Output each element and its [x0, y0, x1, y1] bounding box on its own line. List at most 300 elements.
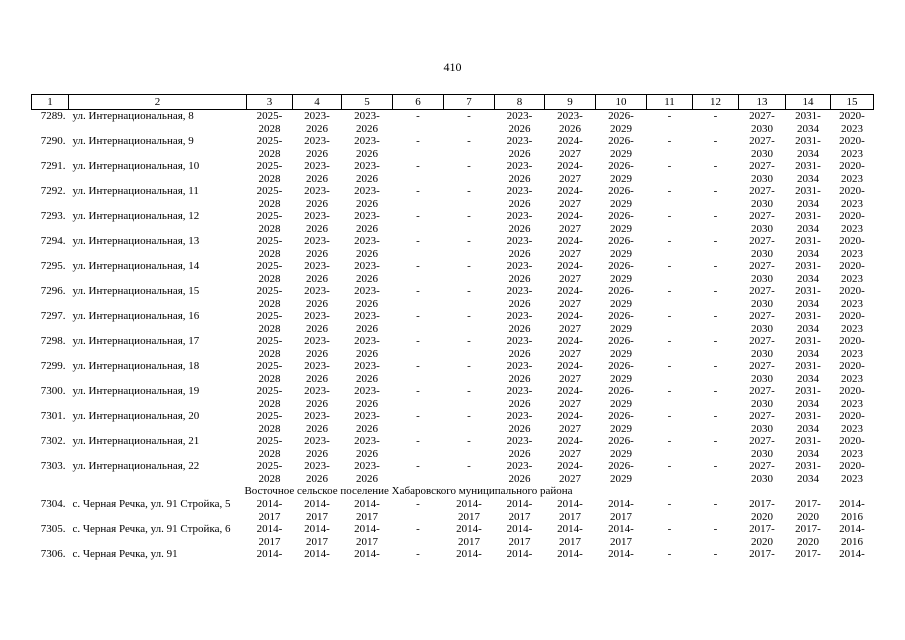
period-cell: 2020- 2023 [839, 135, 865, 160]
period-cell: - [467, 185, 471, 197]
period-cell: 2020- 2023 [839, 235, 865, 260]
period-cell: 2023- 2026 [354, 235, 380, 260]
period-cell: 2027- 2030 [749, 335, 775, 360]
period-cell: - [713, 523, 718, 535]
period-cell: 2020- 2023 [839, 360, 865, 385]
period-cell: - [713, 335, 718, 347]
period-cell: 2020- 2023 [839, 460, 865, 485]
period-cell: 2023- 2026 [304, 160, 330, 185]
period-cell: 2023- 2026 [506, 235, 533, 260]
period-cell: - [713, 498, 718, 510]
column-header-8: 8 [495, 95, 545, 110]
period-cell: 2031- 2034 [795, 185, 821, 210]
column-header-10: 10 [596, 95, 647, 110]
table-row [32, 523, 874, 548]
period-cell: 2027- 2030 [749, 135, 775, 160]
period-cell: - [416, 160, 420, 172]
period-cell: - [713, 548, 718, 560]
period-cell: 2026- 2029 [608, 160, 634, 185]
period-cell: 2023- 2026 [354, 285, 380, 310]
period-cell: 2027- 2030 [749, 210, 775, 235]
period-cell: - [416, 185, 420, 197]
period-cell: 2031- 2034 [795, 435, 821, 460]
period-cell: 2024- 2027 [557, 260, 583, 285]
period-cell: 2023- 2026 [304, 285, 330, 310]
period-cell: - [416, 110, 420, 122]
address-cell: ул. Интернациональная, 10 [72, 160, 200, 172]
period-cell: 2023- 2026 [354, 110, 380, 135]
header-row [32, 95, 874, 110]
address-cell: ул. Интернациональная, 17 [72, 335, 200, 347]
period-cell: - [467, 110, 471, 122]
period-cell: 2023- 2026 [304, 460, 330, 485]
period-cell: - [416, 260, 420, 272]
period-cell: 2027- 2030 [749, 410, 775, 435]
period-cell: 2031- 2034 [795, 335, 821, 360]
period-cell: 2024- 2027 [557, 410, 583, 435]
period-cell: - [713, 135, 718, 147]
period-cell: 2023- 2026 [304, 235, 330, 260]
period-cell: 2027- 2030 [749, 185, 775, 210]
period-cell: 2023- 2026 [304, 435, 330, 460]
period-cell: 2014- 2017 [557, 498, 583, 523]
period-cell: 2031- 2034 [795, 310, 821, 335]
period-cell: - [713, 160, 718, 172]
period-cell: 2024- 2027 [557, 460, 583, 485]
address-cell: с. Черная Речка, ул. 91 [72, 548, 178, 560]
period-cell: - [713, 285, 718, 297]
period-cell: 2023- 2026 [304, 385, 330, 410]
period-cell: - [467, 460, 471, 472]
row-number: 7305. [40, 523, 66, 535]
period-cell: - [667, 385, 672, 397]
period-cell: 2023- 2026 [354, 260, 380, 285]
address-cell: с. Черная Речка, ул. 91 Стройка, 6 [72, 523, 231, 535]
period-cell: 2014- [456, 548, 482, 560]
period-cell: 2017- 2020 [795, 498, 821, 523]
period-cell: - [713, 185, 718, 197]
row-number: 7289. [40, 110, 66, 122]
period-cell: 2020- 2023 [839, 210, 865, 235]
period-cell: - [467, 235, 471, 247]
column-header-13: 13 [739, 95, 786, 110]
period-cell: 2020- 2023 [839, 335, 865, 360]
period-cell: 2017- [795, 548, 821, 560]
period-cell: 2023- 2026 [506, 410, 533, 435]
period-cell: 2023- 2026 [304, 410, 330, 435]
period-cell: 2025- 2028 [256, 160, 283, 185]
period-cell: 2031- 2034 [795, 210, 821, 235]
table-row [32, 335, 874, 360]
period-cell: 2025- 2028 [256, 385, 283, 410]
period-cell: 2031- 2034 [795, 410, 821, 435]
period-cell: - [713, 210, 718, 222]
period-cell: - [713, 235, 718, 247]
period-cell: - [416, 310, 420, 322]
period-cell: 2026- 2029 [608, 460, 634, 485]
period-cell: - [713, 310, 718, 322]
column-header-11: 11 [647, 95, 693, 110]
table-row [32, 435, 874, 460]
table-row [32, 360, 874, 385]
period-cell: 2027- 2030 [749, 235, 775, 260]
period-cell: 2024- 2027 [557, 285, 583, 310]
row-number: 7298. [40, 335, 66, 347]
period-cell: 2023- 2026 [506, 260, 533, 285]
period-cell: 2023- 2026 [354, 385, 380, 410]
period-cell: 2014- 2017 [557, 523, 583, 548]
period-cell: 2025- 2028 [256, 110, 283, 135]
address-cell: ул. Интернациональная, 20 [72, 410, 200, 422]
period-cell: - [416, 498, 420, 510]
period-cell: 2026- 2029 [608, 310, 634, 335]
period-cell: - [416, 335, 420, 347]
row-number: 7302. [40, 435, 66, 447]
period-cell: 2027- 2030 [749, 285, 775, 310]
period-cell: - [667, 435, 672, 447]
table-row [32, 285, 874, 310]
period-cell: - [713, 460, 718, 472]
period-cell: 2014- 2017 [256, 498, 283, 523]
period-cell: 2031- 2034 [795, 385, 821, 410]
period-cell: 2026- 2029 [608, 210, 634, 235]
period-cell: 2025- 2028 [256, 335, 283, 360]
period-cell: 2026- 2029 [608, 385, 634, 410]
period-cell: 2023- 2026 [557, 110, 583, 135]
period-cell: 2023- 2026 [354, 460, 380, 485]
period-cell: - [667, 260, 672, 272]
period-cell: - [467, 260, 471, 272]
period-cell: 2014- [506, 548, 533, 560]
table-row [32, 410, 874, 435]
period-cell: 2031- 2034 [795, 160, 821, 185]
section-row [32, 485, 874, 498]
period-cell: 2023- 2026 [506, 435, 533, 460]
period-cell: - [416, 460, 420, 472]
period-cell: - [416, 285, 420, 297]
row-number: 7291. [40, 160, 66, 172]
period-cell: 2020- 2023 [839, 160, 865, 185]
period-cell: 2023- 2026 [304, 260, 330, 285]
period-cell: 2026- 2029 [608, 360, 634, 385]
row-number: 7301. [40, 410, 66, 422]
period-cell: 2026- 2029 [608, 335, 634, 360]
period-cell: 2017- 2020 [749, 498, 775, 523]
period-cell: 2023- 2026 [304, 210, 330, 235]
period-cell: 2023- 2026 [304, 360, 330, 385]
period-cell: 2014- [557, 548, 583, 560]
period-cell: 2031- 2034 [795, 285, 821, 310]
table-row [32, 460, 874, 485]
table-row [32, 260, 874, 285]
period-cell: 2025- 2028 [256, 135, 283, 160]
period-cell: 2024- 2027 [557, 210, 583, 235]
period-cell: 2014- 2017 [506, 498, 533, 523]
column-header-9: 9 [545, 95, 596, 110]
period-cell: 2020- 2023 [839, 385, 865, 410]
period-cell: 2020- 2023 [839, 285, 865, 310]
table-row [32, 160, 874, 185]
period-cell: 2023- 2026 [506, 135, 533, 160]
period-cell: 2024- 2027 [557, 435, 583, 460]
period-cell: 2023- 2026 [304, 110, 330, 135]
period-cell: 2014- 2017 [256, 523, 283, 548]
period-cell: - [467, 135, 471, 147]
address-cell: с. Черная Речка, ул. 91 Стройка, 5 [72, 498, 231, 510]
row-number: 7294. [40, 235, 66, 247]
address-cell: ул. Интернациональная, 12 [72, 210, 200, 222]
address-cell: ул. Интернациональная, 22 [72, 460, 200, 472]
section-title: Восточное сельское поселение Хабаровского муниципального района [244, 485, 573, 497]
period-cell: 2024- 2027 [557, 385, 583, 410]
period-cell: - [667, 235, 672, 247]
period-cell: 2024- 2027 [557, 310, 583, 335]
period-cell: 2014- 2017 [354, 523, 380, 548]
period-cell: 2014- [304, 548, 330, 560]
table-row [32, 235, 874, 260]
period-cell: 2023- 2026 [304, 310, 330, 335]
table-row [32, 185, 874, 210]
period-cell: - [667, 548, 672, 560]
period-cell: 2026- 2029 [608, 285, 634, 310]
period-cell: 2027- 2030 [749, 360, 775, 385]
table-row [32, 385, 874, 410]
period-cell: 2023- 2026 [304, 185, 330, 210]
period-cell: 2023- 2026 [354, 185, 380, 210]
period-cell: 2023- 2026 [354, 435, 380, 460]
period-cell: 2023- 2026 [354, 310, 380, 335]
period-cell: 2023- 2026 [354, 135, 380, 160]
period-cell: 2014- 2017 [608, 523, 634, 548]
period-cell: 2031- 2034 [795, 460, 821, 485]
period-cell: - [713, 110, 718, 122]
period-cell: - [713, 435, 718, 447]
period-cell: - [667, 310, 672, 322]
row-number: 7292. [40, 185, 66, 197]
period-cell: 2027- 2030 [749, 435, 775, 460]
schedule-table [31, 94, 874, 561]
period-cell: 2024- 2027 [557, 135, 583, 160]
period-cell: 2031- 2034 [795, 360, 821, 385]
period-cell: 2026- 2029 [608, 410, 634, 435]
period-cell: - [416, 523, 420, 535]
table-row [32, 548, 874, 561]
column-header-5: 5 [342, 95, 393, 110]
column-header-4: 4 [293, 95, 342, 110]
period-cell: - [713, 260, 718, 272]
row-number: 7295. [40, 260, 66, 272]
period-cell: - [416, 410, 420, 422]
period-cell: 2026- 2029 [608, 110, 634, 135]
period-cell: 2014- 2017 [304, 523, 330, 548]
row-number: 7300. [40, 385, 66, 397]
period-cell: 2014- 2017 [354, 498, 380, 523]
period-cell: 2025- 2028 [256, 310, 283, 335]
period-cell: 2027- 2030 [749, 385, 775, 410]
column-header-2: 2 [69, 95, 247, 110]
address-cell: ул. Интернациональная, 9 [72, 135, 194, 147]
period-cell: 2024- 2027 [557, 185, 583, 210]
period-cell: 2023- 2026 [506, 460, 533, 485]
period-cell: 2025- 2028 [256, 360, 283, 385]
period-cell: 2023- 2026 [354, 360, 380, 385]
period-cell: 2026- 2029 [608, 435, 634, 460]
period-cell: 2025- 2028 [256, 235, 283, 260]
row-number: 7293. [40, 210, 66, 222]
address-cell: ул. Интернациональная, 18 [72, 360, 200, 372]
period-cell: 2023- 2026 [506, 285, 533, 310]
period-cell: 2026- 2029 [608, 260, 634, 285]
period-cell: 2023- 2026 [506, 310, 533, 335]
period-cell: 2025- 2028 [256, 285, 283, 310]
period-cell: 2027- 2030 [749, 260, 775, 285]
period-cell: 2025- 2028 [256, 185, 283, 210]
period-cell: 2024- 2027 [557, 335, 583, 360]
address-cell: ул. Интернациональная, 19 [72, 385, 200, 397]
row-number: 7306. [40, 548, 66, 560]
period-cell: - [667, 360, 672, 372]
period-cell: 2025- 2028 [256, 435, 283, 460]
period-cell: - [667, 523, 672, 535]
period-cell: - [467, 210, 471, 222]
period-cell: 2023- 2026 [304, 135, 330, 160]
period-cell: - [667, 160, 672, 172]
period-cell: 2014- 2017 [506, 523, 533, 548]
period-cell: 2025- 2028 [256, 210, 283, 235]
column-header-7: 7 [444, 95, 495, 110]
period-cell: 2014- 2016 [839, 498, 865, 523]
address-cell: ул. Интернациональная, 14 [72, 260, 200, 272]
period-cell: 2023- 2026 [506, 160, 533, 185]
period-cell: 2026- 2029 [608, 235, 634, 260]
period-cell: - [416, 360, 420, 372]
page-number: 410 [443, 60, 462, 74]
period-cell: 2014- [256, 548, 283, 560]
period-cell: 2025- 2028 [256, 460, 283, 485]
period-cell: 2024- 2027 [557, 160, 583, 185]
period-cell: - [667, 110, 672, 122]
row-number: 7297. [40, 310, 66, 322]
period-cell: 2023- 2026 [506, 110, 533, 135]
period-cell: 2031- 2034 [795, 135, 821, 160]
table-row [32, 210, 874, 235]
period-cell: - [667, 135, 672, 147]
period-cell: 2014- [354, 548, 380, 560]
period-cell: - [416, 135, 420, 147]
period-cell: 2023- 2026 [354, 160, 380, 185]
period-cell: - [667, 285, 672, 297]
period-cell: 2014- 2017 [304, 498, 330, 523]
period-cell: 2025- 2028 [256, 410, 283, 435]
period-cell: - [667, 335, 672, 347]
period-cell: 2023- 2026 [506, 360, 533, 385]
period-cell: 2014- 2016 [839, 523, 865, 548]
period-cell: 2017- 2020 [749, 523, 775, 548]
period-cell: 2020- 2023 [839, 260, 865, 285]
period-cell: - [467, 285, 471, 297]
table-row [32, 310, 874, 335]
period-cell: 2020- 2023 [839, 110, 865, 135]
address-cell: ул. Интернациональная, 13 [72, 235, 200, 247]
period-cell: - [467, 410, 471, 422]
period-cell: - [467, 360, 471, 372]
period-cell: - [467, 160, 471, 172]
address-cell: ул. Интернациональная, 15 [72, 285, 200, 297]
period-cell: 2020- 2023 [839, 310, 865, 335]
period-cell: 2024- 2027 [557, 235, 583, 260]
period-cell: 2014- 2017 [608, 498, 634, 523]
period-cell: - [467, 385, 471, 397]
period-cell: - [667, 410, 672, 422]
row-number: 7296. [40, 285, 66, 297]
period-cell: - [416, 235, 420, 247]
row-number: 7290. [40, 135, 66, 147]
period-cell: 2024- 2027 [557, 360, 583, 385]
period-cell: - [667, 185, 672, 197]
period-cell: 2020- 2023 [839, 435, 865, 460]
period-cell: - [467, 435, 471, 447]
period-cell: 2027- 2030 [749, 460, 775, 485]
period-cell: 2026- 2029 [608, 135, 634, 160]
column-header-14: 14 [786, 95, 831, 110]
period-cell: 2023- 2026 [354, 335, 380, 360]
column-header-1: 1 [32, 95, 69, 110]
row-number: 7303. [40, 460, 66, 472]
period-cell: 2014- [839, 548, 865, 560]
period-cell: - [416, 210, 420, 222]
period-cell: - [416, 548, 420, 560]
period-cell: - [416, 385, 420, 397]
column-header-15: 15 [831, 95, 874, 110]
period-cell: 2026- 2029 [608, 185, 634, 210]
period-cell: 2023- 2026 [506, 185, 533, 210]
period-cell: 2031- 2034 [795, 260, 821, 285]
period-cell: 2027- 2030 [749, 110, 775, 135]
period-cell: 2014- [608, 548, 634, 560]
period-cell: 2023- 2026 [304, 335, 330, 360]
address-cell: ул. Интернациональная, 8 [72, 110, 194, 122]
row-number: 7299. [40, 360, 66, 372]
period-cell: 2020- 2023 [839, 410, 865, 435]
period-cell: - [467, 310, 471, 322]
period-cell: 2023- 2026 [506, 385, 533, 410]
period-cell: - [667, 460, 672, 472]
period-cell: - [667, 498, 672, 510]
table-row [32, 498, 874, 523]
period-cell: - [713, 360, 718, 372]
table-row [32, 135, 874, 160]
period-cell: 2023- 2026 [506, 335, 533, 360]
period-cell: 2014- 2017 [456, 523, 482, 548]
period-cell: - [416, 435, 420, 447]
period-cell: 2027- 2030 [749, 160, 775, 185]
column-header-12: 12 [693, 95, 739, 110]
period-cell: 2023- 2026 [354, 410, 380, 435]
period-cell: 2017- [749, 548, 775, 560]
column-header-3: 3 [247, 95, 293, 110]
period-cell: 2020- 2023 [839, 185, 865, 210]
section-spacer [786, 485, 874, 498]
address-cell: ул. Интернациональная, 16 [72, 310, 200, 322]
period-cell: 2023- 2026 [354, 210, 380, 235]
address-cell: ул. Интернациональная, 11 [72, 185, 199, 197]
period-cell: 2023- 2026 [506, 210, 533, 235]
table-row [32, 110, 874, 136]
period-cell: 2014- 2017 [456, 498, 482, 523]
period-cell: - [713, 410, 718, 422]
period-cell: 2017- 2020 [795, 523, 821, 548]
period-cell: - [713, 385, 718, 397]
